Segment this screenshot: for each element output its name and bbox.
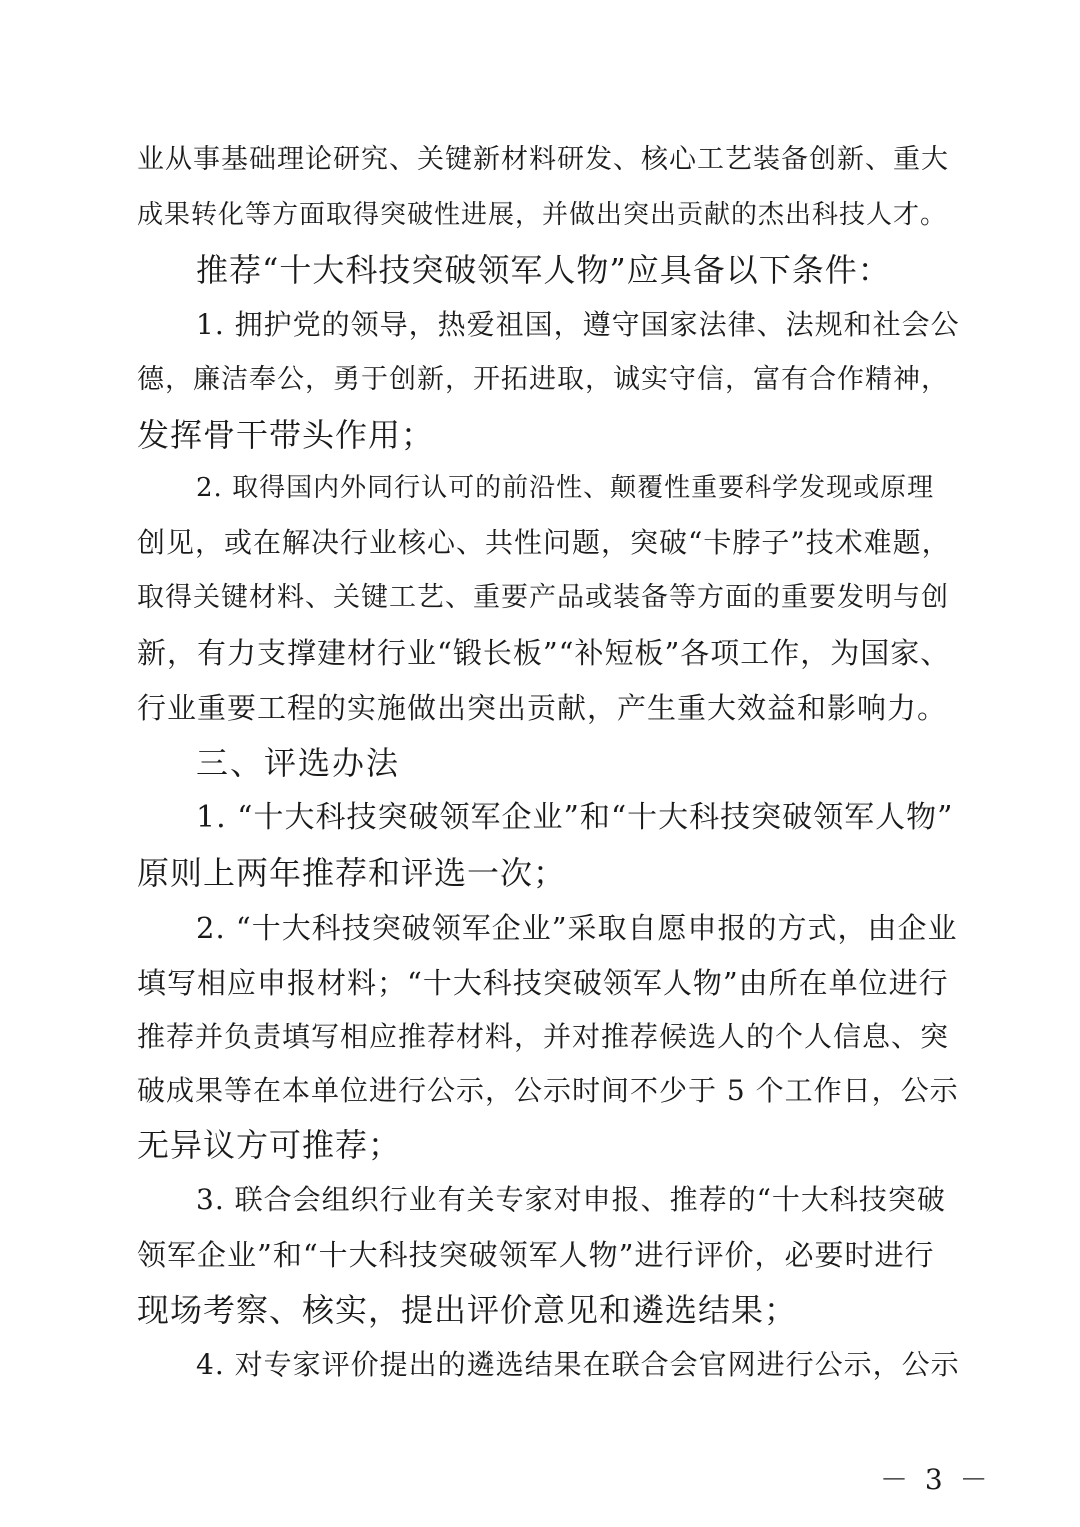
body-text-line: 领军企业”和“十大科技突破领军人物”进行评价，必要时进行 <box>137 1238 935 1272</box>
page-number: － 3 － <box>880 1463 992 1496</box>
body-text-line: 破成果等在本单位进行公示，公示时间不少于 5 个工作日，公示 <box>137 1074 959 1107</box>
body-text-line: 业从事基础理论研究、关键新材料研发、核心工艺装备创新、重大 <box>137 144 949 175</box>
list-item-text: 3. 联合会组织行业有关专家对申报、推荐的“十大科技突破 <box>196 1183 946 1216</box>
body-text-line: 成果转化等方面取得突破性进展，并做出突出贡献的杰出科技人才。 <box>137 200 948 230</box>
list-item-text: 2. “十大科技突破领军企业”采取自愿申报的方式，由企业 <box>196 911 958 945</box>
body-text-line: 现场考察、核实，提出评价意见和遴选结果； <box>137 1291 798 1329</box>
list-item-text: 1. 拥护党的领导，热爱祖国，遵守国家法律、法规和社会公 <box>196 308 960 341</box>
body-text-line: 无异议方可推荐； <box>137 1126 402 1164</box>
body-text-line: 德，廉洁奉公，勇于创新，开拓进取，诚实守信，富有合作精神， <box>137 364 949 395</box>
list-item-text: 1. “十大科技突破领军企业”和“十大科技突破领军人物” <box>196 800 954 835</box>
body-text-line: 创见，或在解决行业核心、共性问题，突破“卡脖子”技术难题， <box>137 526 951 559</box>
list-item-text: 4. 对专家评价提出的遴选结果在联合会官网进行公示，公示 <box>196 1348 960 1381</box>
body-text-line: 推荐并负责填写相应推荐材料，并对推荐候选人的个人信息、突 <box>137 1020 950 1053</box>
body-text-line: 填写相应申报材料；“十大科技突破领军人物”由所在单位进行 <box>137 966 949 1000</box>
body-text-line: 新，有力支撑建材行业“锻长板”“补短板”各项工作，为国家、 <box>137 636 951 670</box>
section-heading: 三、评选办法 <box>196 744 401 782</box>
body-text-line: 原则上两年推荐和评选一次； <box>137 854 567 892</box>
body-text-line: 取得关键材料、关键工艺、重要产品或装备等方面的重要发明与创 <box>137 582 949 613</box>
body-text-line: 推荐“十大科技突破领军人物”应具备以下条件： <box>196 251 891 289</box>
body-text-line: 发挥骨干带头作用； <box>137 416 435 454</box>
list-item-text: 2. 取得国内外同行认可的前沿性、颠覆性重要科学发现或原理 <box>196 473 935 503</box>
body-text-line: 行业重要工程的实施做出突出贡献，产生重大效益和影响力。 <box>137 691 948 725</box>
